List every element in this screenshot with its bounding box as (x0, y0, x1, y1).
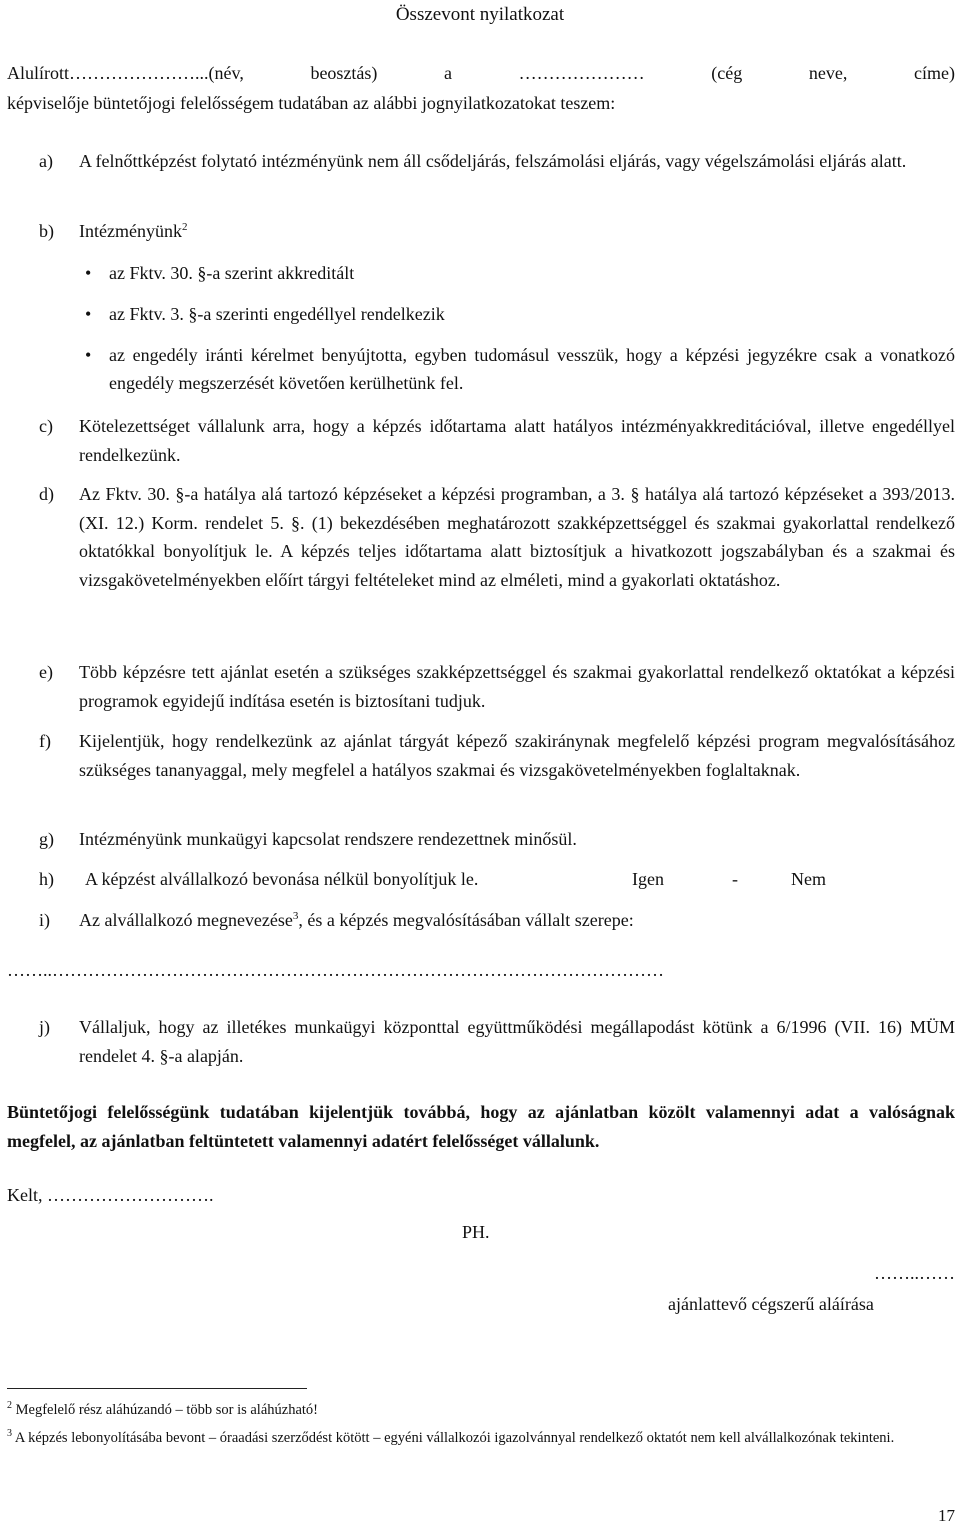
footnote-3 (7, 1428, 955, 1448)
bullet-item (85, 259, 945, 287)
signature-label: ajánlattevő cégszerű aláírása (668, 1294, 874, 1314)
item-b-label: b) (39, 221, 54, 241)
intro-line-2: képviselője büntetőjogi felelősségem tudatában az alábbi jognyilatkozatokat teszem: (7, 93, 616, 113)
bullet-text: az engedély iránti kérelmet benyújtotta, egyben tudomásul vesszük, hogy a képzési jegyzékre csak a vonatkozó engedély megszerzését követően kerülhetünk fel. (109, 345, 955, 393)
item-f-text: Kijelentjük, hogy rendelkezünk az ajánlat tárgyát képező szakiránynak megfelelő képzési program megvalósításához szükséges tananyaggal, mely megfelel a hatályos szakmai és vizsgakövetelményekben foglaltaknak. (79, 731, 955, 780)
subcontractor-fill-line[interactable]: ……..………………………………………………………………………………………… (7, 960, 664, 980)
item-j-text: Vállaljuk, hogy az illetékes munkaügyi központtal együttműködési megállapodást kötünk a 6/1996 (VII. 16) MÜM rendelet 4. §-a alapján. (79, 1017, 955, 1066)
item-i-text (79, 906, 955, 935)
option-yes[interactable]: Igen (632, 869, 664, 889)
bullet-item (85, 341, 955, 397)
item-g-label: g) (39, 829, 54, 849)
bullet-text: az Fktv. 30. §-a szerint akkreditált (109, 263, 355, 283)
item-i-text-after: , és a képzés megvalósításában vállalt szerepe: (298, 910, 634, 930)
item-i-label: i) (39, 910, 50, 930)
document-title: Összevont nyilatkozat (395, 4, 565, 25)
footnote-ref-2: 2 (181, 221, 188, 233)
page-number: 17 (938, 1506, 955, 1525)
option-no[interactable]: Nem (791, 869, 826, 889)
footnote-2-text: Megfelelő rész aláhúzandó – több sor is aláhúzható! (15, 1402, 319, 1418)
item-c-text: Kötelezettséget vállalunk arra, hogy a képzés időtartama alatt hatályos intézményakkreditációval, illetve engedéllyel rendelkezünk. (79, 416, 955, 465)
liability-declaration: Büntetőjogi felelősségünk tudatában kijelentjük továbbá, hogy az ajánlatban közölt valamennyi adat a valóságnak megfelel, az ajánlatban feltüntetett valamennyi adatért felelősséget vállalunk. (7, 1102, 955, 1151)
item-h-text: A képzést alvállalkozó bevonása nélkül bonyolítjuk le. (85, 869, 479, 889)
footnote-divider (7, 1388, 307, 1389)
item-e-text: Több képzésre tett ajánlat esetén a szükséges szakképzettséggel és szakmai gyakorlattal rendelkező oktatókat a képzési programok egyidejű indítása esetén is biztosítani tudjuk. (79, 662, 955, 711)
item-a-text: A felnőttképzést folytató intézményünk nem áll csődeljárás, felszámolási eljárás, vagy végelszámolási eljárás alatt. (79, 151, 907, 171)
item-h (39, 865, 955, 894)
item-e-label: e) (39, 662, 53, 682)
bullet-icon: • (85, 263, 92, 283)
item-j (39, 1013, 955, 1070)
item-f-label: f) (39, 731, 51, 751)
item-d (39, 480, 955, 594)
footnote-3-text: A képzés lebonyolításába bevont – óraadási szerződést kötött – egyéni vállalkozói igazolvánnyal rendelkező oktatót nem kell alvállalkozónak tekinteni. (14, 1430, 895, 1446)
footnote-2 (7, 1400, 955, 1420)
item-a (39, 147, 955, 176)
footnote-3-number: 3 (7, 1428, 12, 1440)
item-d-label: d) (39, 484, 54, 504)
item-g (39, 825, 955, 854)
item-b-text-main: Intézményünk (79, 221, 182, 241)
bullet-text: az Fktv. 3. §-a szerinti engedéllyel rendelkezik (109, 304, 445, 324)
item-d-text: Az Fktv. 30. §-a hatálya alá tartozó képzéseket a képzési programban, a 3. § hatálya alá tartozó képzéseket a 393/2013. (XI. 12.) Korm. rendelet 5. §. (1) bekezdésében meghatározott szakképzettséggel és szakmai gyakorlattal rendelkező oktatókkal bonyolítjuk le. A képzés teljes időtartama alatt biztosítjuk a hivatkozott jogszabályban és a szakmai és vizsgakövetelményekben előírt tárgyi feltételeket mind az elméleti, mind a gyakorlati oktatáshoz. (79, 484, 955, 590)
bullet-item (85, 300, 945, 328)
item-e (39, 658, 955, 715)
item-a-label: a) (39, 151, 53, 171)
signature-dots[interactable]: ……..…… (874, 1263, 955, 1283)
intro-line-1: Alulírott…………………...(név, beosztás) a ………………… (cég neve, címe) (7, 63, 955, 83)
item-j-label: j) (39, 1017, 50, 1037)
item-b-text (79, 217, 955, 246)
item-h-label: h) (39, 869, 54, 889)
bullet-icon: • (85, 345, 92, 365)
bullet-icon: • (85, 304, 92, 324)
footnote-2-number: 2 (7, 1400, 12, 1412)
option-separator: - (732, 869, 738, 889)
place-date-line[interactable]: Kelt, ………………………. (7, 1185, 214, 1205)
item-i-text-before: Az alvállalkozó megnevezése (79, 910, 293, 930)
item-g-text: Intézményünk munkaügyi kapcsolat rendszere rendezettnek minősül. (79, 829, 577, 849)
intro-paragraph (7, 58, 955, 118)
item-i (39, 906, 955, 935)
stamp-label: PH. (462, 1222, 490, 1242)
item-c-label: c) (39, 416, 53, 436)
footnote-ref-3: 3 (292, 910, 299, 922)
item-c (39, 412, 955, 469)
item-b (39, 217, 955, 246)
item-f (39, 727, 955, 784)
